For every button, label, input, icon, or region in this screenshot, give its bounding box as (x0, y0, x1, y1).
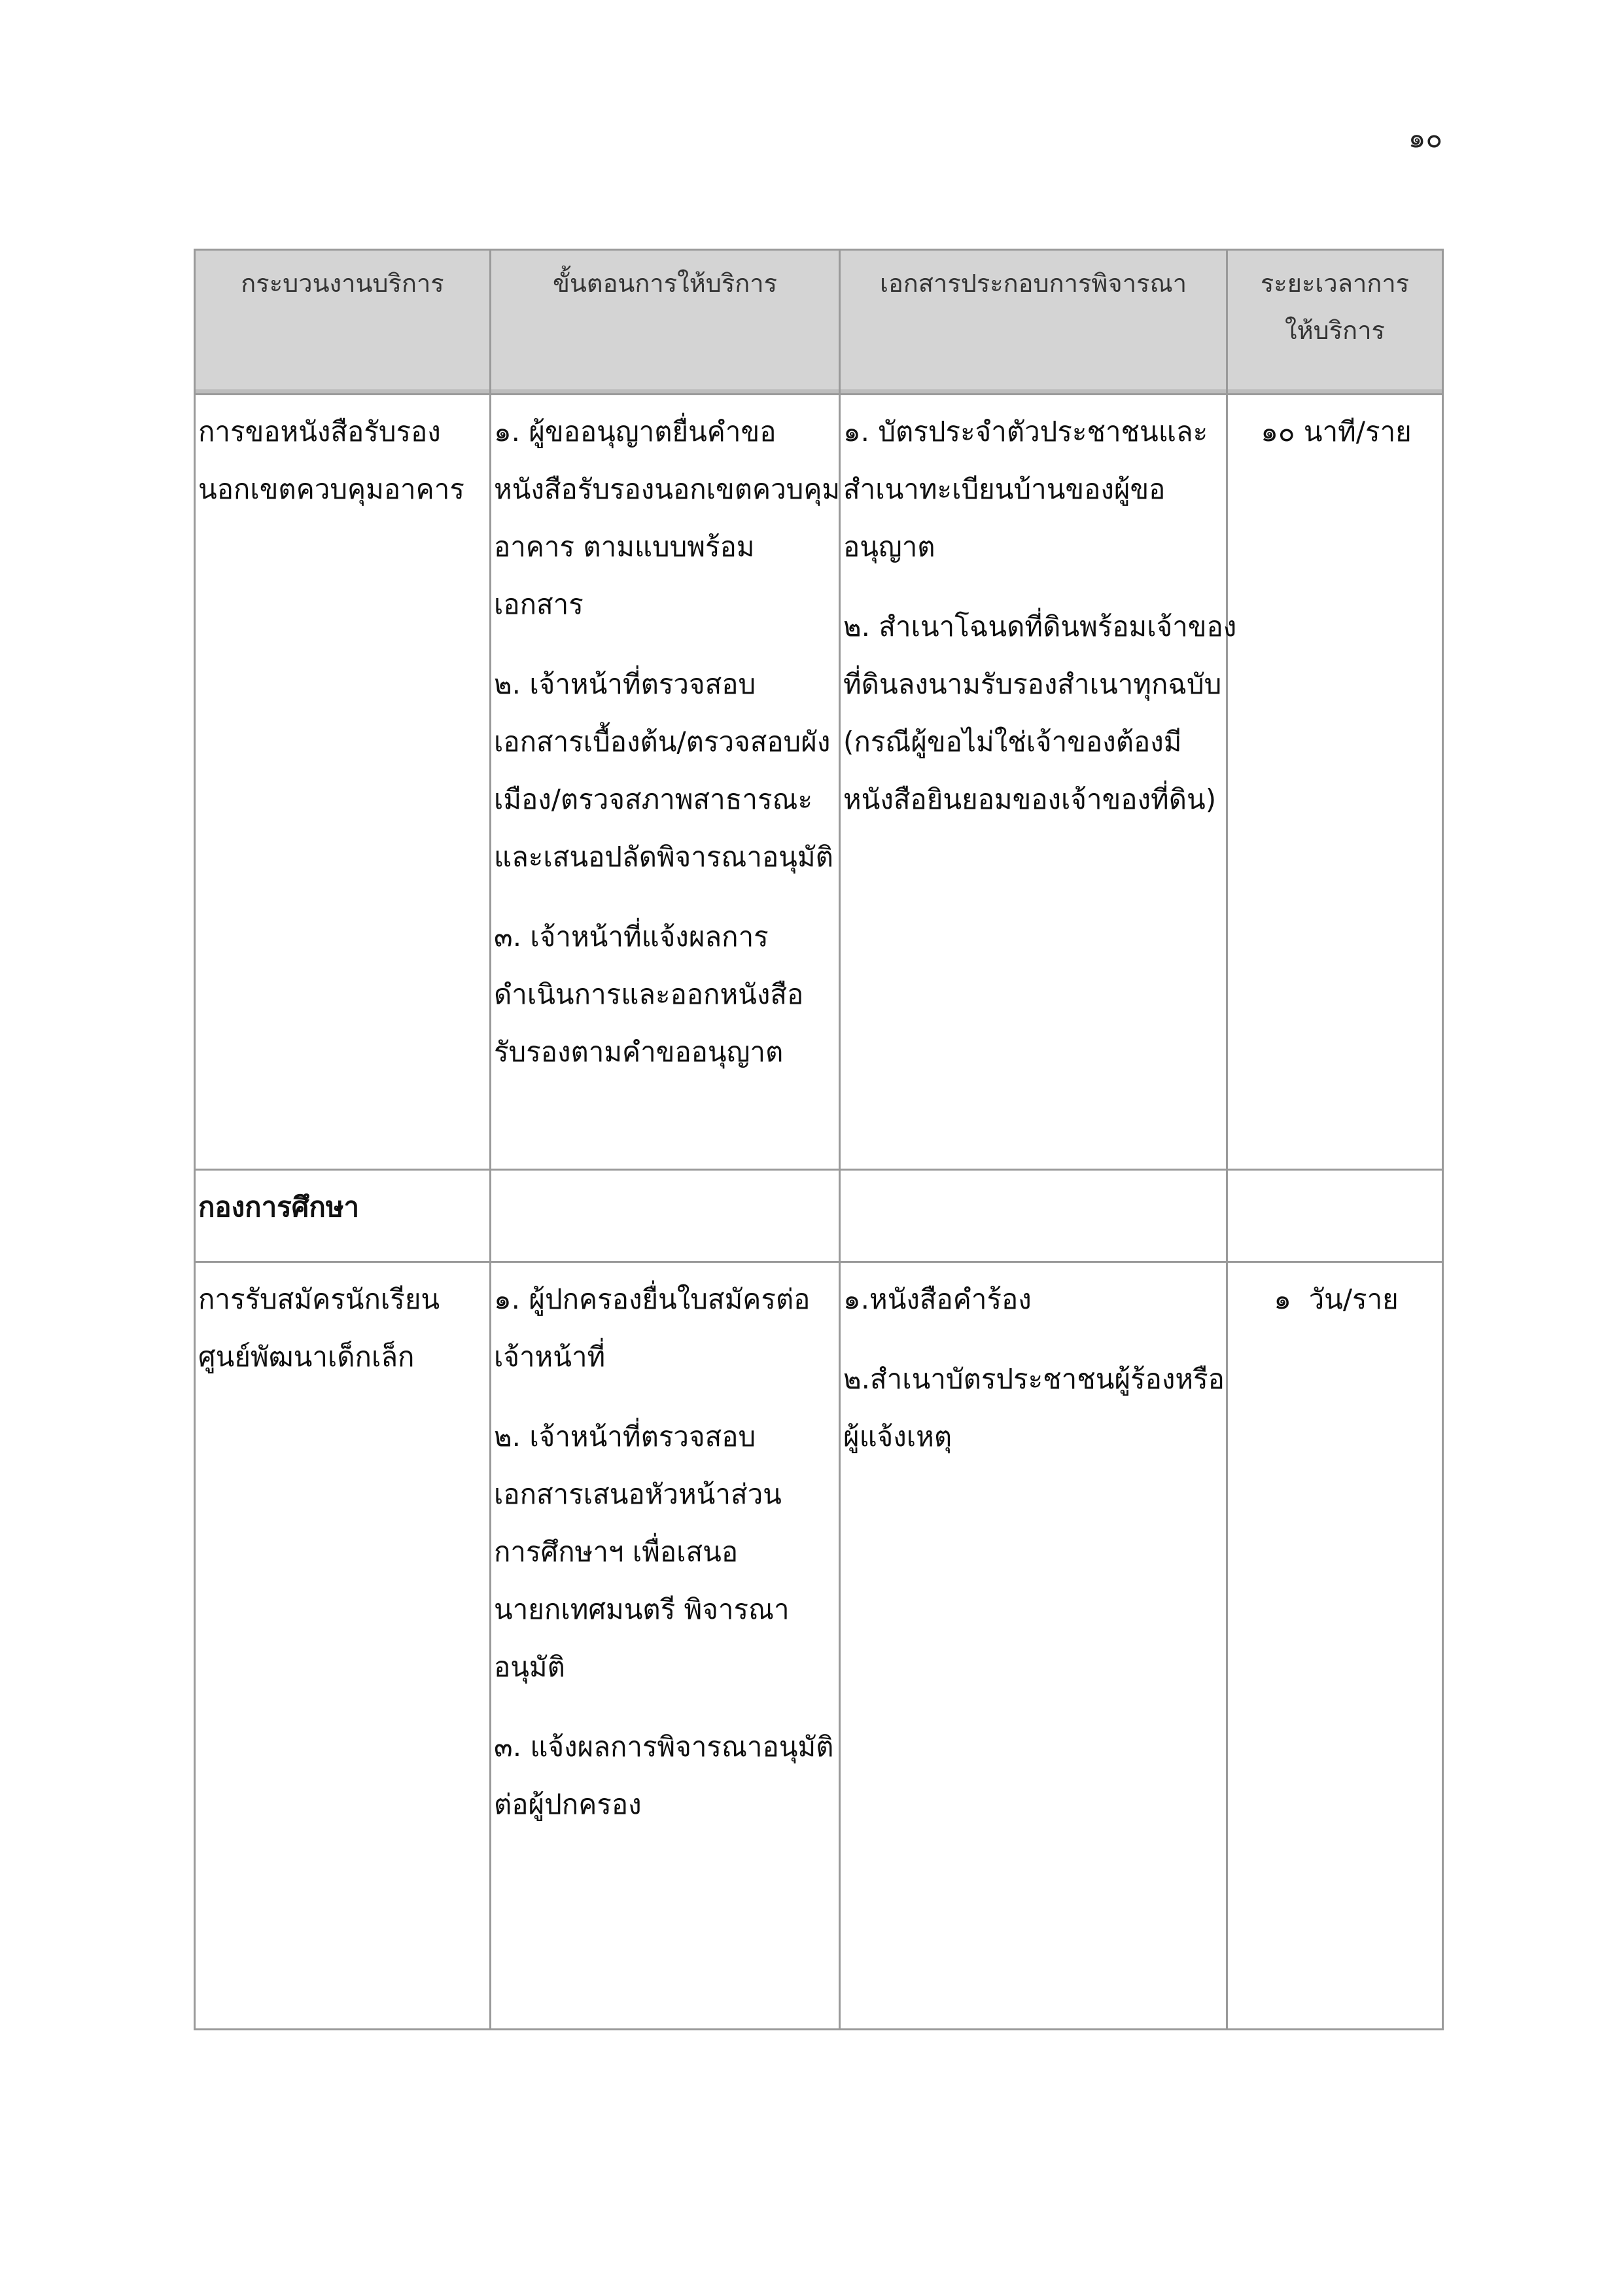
step-item (494, 1271, 839, 1386)
table-row (195, 1262, 1443, 2030)
step-line: เอกสารเสนอหัวหน้าส่วน (494, 1478, 782, 1510)
step-line: เอกสาร (494, 588, 584, 620)
cell-empty (1227, 1170, 1443, 1262)
header-steps: ขั้นตอนการให้บริการ (491, 250, 840, 395)
document-item (843, 598, 1237, 828)
step-line: ๑. ผู้ปกครองยื่นใบสมัครต่อ (494, 1283, 811, 1315)
table-row (195, 395, 1443, 1170)
cell-documents (840, 1262, 1227, 2030)
step-item (494, 1408, 839, 1696)
process-line: การรับสมัครนักเรียน (198, 1283, 440, 1315)
step-line: เอกสารเบื้องต้น/ตรวจสอบผัง (494, 726, 831, 758)
process-line: ศูนย์พัฒนาเด็กเล็ก (198, 1341, 415, 1373)
step-item (494, 908, 839, 1081)
step-line: ๓. แจ้งผลการพิจารณาอนุมัติ (494, 1731, 834, 1763)
step-line: เจ้าหน้าที่ (494, 1341, 606, 1373)
duration-text: ๑๐ นาที/ราย (1261, 415, 1412, 448)
document-line: ผู้แจ้งเหตุ (843, 1421, 952, 1453)
step-line: อาคาร ตามแบบพร้อม (494, 531, 755, 563)
cell-duration (1227, 395, 1443, 1170)
cell-empty (491, 1170, 840, 1262)
document-item (843, 1271, 1226, 1328)
document-line: ๑.หนังสือคำร้อง (843, 1283, 1032, 1315)
cell-steps (491, 395, 840, 1170)
step-item (494, 1718, 839, 1833)
cell-duration (1227, 1262, 1443, 2030)
header-process: กระบวนงานบริการ (195, 250, 491, 395)
table-row (195, 1170, 1443, 1262)
step-line: และเสนอปลัดพิจารณาอนุมัติ (494, 841, 833, 873)
document-line: ๒. สำเนาโฉนดที่ดินพร้อมเจ้าของ (843, 610, 1237, 643)
cell-process (195, 395, 491, 1170)
table-header-row (195, 250, 1443, 395)
document-line: ๑. บัตรประจำตัวประชาชนและ (843, 415, 1208, 448)
step-line: ๓. เจ้าหน้าที่แจ้งผลการ (494, 921, 769, 953)
process-line: การขอหนังสือรับรอง (198, 415, 441, 448)
step-line: ๑. ผู้ขออนุญาตยื่นคำขอ (494, 415, 777, 448)
department-heading: กองการศึกษา (198, 1191, 360, 1223)
step-line: การศึกษาฯ เพื่อเสนอ (494, 1536, 739, 1568)
cell-steps (491, 1262, 840, 2030)
step-line: ต่อผู้ปกครอง (494, 1788, 642, 1820)
cell-documents (840, 395, 1237, 1170)
document-line: อนุญาต (843, 531, 935, 563)
document-line: (กรณีผู้ขอไม่ใช่เจ้าของต้องมี (843, 726, 1182, 758)
document-item (843, 1351, 1226, 1466)
document-line: ๒.สำเนาบัตรประชาชนผู้ร้องหรือ (843, 1363, 1225, 1395)
document-line: ที่ดินลงนามรับรองสำเนาทุกฉบับ (843, 668, 1222, 700)
step-line: รับรองตามคำขออนุญาต (494, 1036, 784, 1068)
service-table (194, 249, 1444, 2030)
duration-text: ๑ วัน/ราย (1274, 1283, 1399, 1315)
step-item (494, 656, 839, 886)
step-line: เมือง/ตรวจสภาพสาธารณะ (494, 783, 813, 815)
page-number: ๑๐ (1408, 122, 1442, 154)
document-item (843, 403, 1226, 576)
document-line: สำเนาทะเบียนบ้านของผู้ขอ (843, 473, 1166, 505)
step-line: ๒. เจ้าหน้าที่ตรวจสอบ (494, 1421, 756, 1453)
step-line: นายกเทศมนตรี พิจารณา (494, 1593, 790, 1625)
document-line: หนังสือยินยอมของเจ้าของที่ดิน) (843, 783, 1217, 815)
cell-empty (840, 1170, 1227, 1262)
header-documents: เอกสารประกอบการพิจารณา (840, 250, 1227, 395)
cell-department (195, 1170, 491, 1262)
step-line: หนังสือรับรองนอกเขตควบคุม (494, 473, 841, 505)
header-duration: ระยะเวลาการ ให้บริการ (1227, 250, 1443, 395)
cell-process (195, 1262, 491, 2030)
step-line: ดำเนินการและออกหนังสือ (494, 978, 804, 1010)
step-item (494, 403, 839, 633)
process-line: นอกเขตควบคุมอาคาร (198, 473, 464, 505)
step-line: อนุมัติ (494, 1651, 565, 1683)
step-line: ๒. เจ้าหน้าที่ตรวจสอบ (494, 668, 756, 700)
